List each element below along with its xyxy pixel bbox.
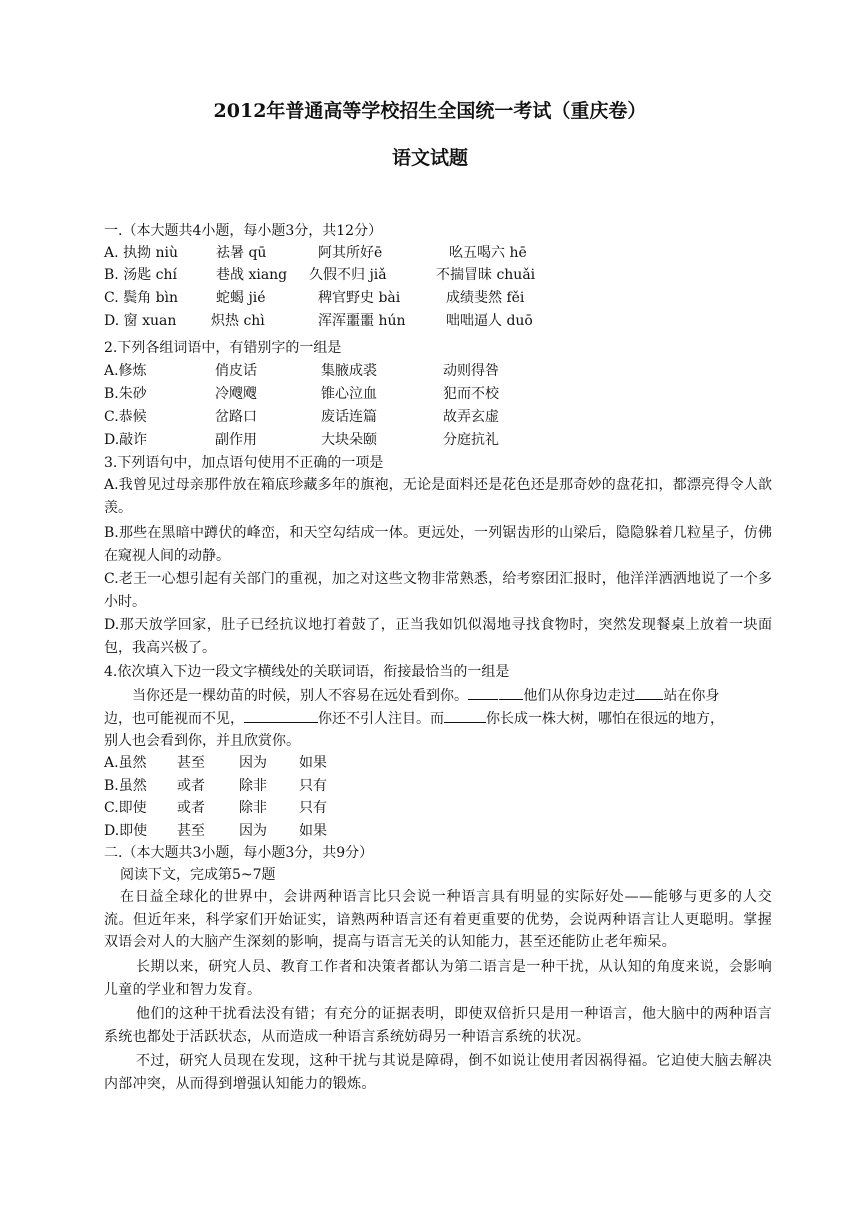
q4-blank-1b (499, 684, 523, 700)
q4-passage-text: 当你还是一棵幼苗的时候，别人不容易在远处看到你。 (132, 688, 468, 704)
q1-cell: 浑浑噩噩 hún (318, 313, 406, 329)
q1-cell: 成绩斐然 fěi (446, 290, 525, 306)
q2-cell: A.修炼 (104, 363, 147, 379)
q1-cell: C. 鬓角 bìn (104, 290, 179, 306)
section-1-heading: 一.（本大题共4小题，每小题3分，共12分） (104, 223, 383, 239)
q4-cell: 如果 (299, 755, 327, 771)
q4-passage-text: 你长成一株大树，哪怕在很远的地方， (486, 711, 724, 727)
q1-cell: 稗官野史 bài (318, 290, 401, 306)
q1-cell: 祛暑 qū (216, 245, 267, 261)
q1-cell: B. 汤匙 chí (104, 267, 177, 283)
q4-cell: A.虽然 (104, 755, 147, 771)
q4-cell: 因为 (239, 823, 267, 839)
q2-stem: 2.下列各组词语中，有错别字的一组是 (104, 340, 342, 356)
q4-cell: 甚至 (177, 755, 205, 771)
q4-cell: 只有 (299, 778, 327, 794)
q4-passage-text: 站在你身 (663, 688, 720, 704)
q2-cell: 岔路口 (215, 409, 257, 425)
q4-passage-text: 你还不引人注目。而 (318, 711, 444, 727)
q2-cell: 犯而不校 (443, 386, 499, 402)
q4-passage-text: 他们从你身边走过 (523, 688, 636, 704)
q4-cell: D.即使 (104, 823, 148, 839)
q4-passage-line2 (104, 707, 724, 730)
q2-cell: 俏皮话 (215, 363, 257, 379)
q2-cell: 锥心泣血 (321, 386, 377, 402)
q4-blank-1 (468, 684, 498, 700)
q1-cell: 阿其所好ē (318, 245, 383, 261)
q4-cell: 或者 (177, 778, 205, 794)
q2-cell: 动则得咎 (443, 363, 499, 379)
q4-passage-line3: 别人也会看到你，并且欣赏你。 (104, 733, 300, 749)
q4-cell: 或者 (177, 800, 205, 816)
q4-cell: 因为 (239, 755, 267, 771)
q1-cell: 久假不归 jiǎ (309, 267, 387, 283)
q2-cell: 故弄玄虚 (443, 409, 499, 425)
q4-cell: 只有 (299, 800, 327, 816)
q1-cell: 咄咄逼人 duō (446, 313, 533, 329)
q1-cell: D. 窗 xuan (104, 313, 177, 329)
reading-intro: 阅读下文，完成第5~7题 (120, 867, 276, 883)
q4-cell: 除非 (239, 778, 267, 794)
q4-blank-3 (244, 707, 318, 723)
q4-cell: B.虽然 (104, 778, 147, 794)
q1-cell: 蛇蝎 jié (216, 290, 266, 306)
q3-option-a: A.我曾见过母亲那件放在箱底珍藏多年的旗袍，无论是面料还是花色还是那奇妙的盘花扣，都漂亮得令人歆羡。 (104, 477, 772, 516)
q4-cell: 除非 (239, 800, 267, 816)
q2-cell: C.恭候 (104, 409, 147, 425)
q2-cell: 副作用 (215, 432, 257, 448)
exam-subtitle: 语文试题 (391, 147, 468, 169)
reading-paragraph-4: 不过，研究人员现在发现，这种干扰与其说是障碍，倒不如说让使用者因祸得福。它迫使大脑去解决内部冲突，从而得到增强认知能力的锻炼。 (104, 1053, 772, 1092)
q2-cell: 分庭抗礼 (443, 432, 499, 448)
reading-paragraph-3: 他们的这种干扰看法没有错；有充分的证据表明，即使双倍折只是用一种语言，他大脑中的两种语言系统也都处于活跃状态，从而造成一种语言系统妨碍另一种语言系统的状况。 (104, 1006, 772, 1045)
q4-stem: 4.依次填入下边一段文字横线处的关联词语，衔接最恰当的一组是 (104, 664, 510, 680)
q2-cell: 集腋成裘 (321, 363, 377, 379)
q2-cell: B.朱砂 (104, 386, 147, 402)
q1-cell: 炽热 chì (211, 313, 265, 329)
q1-cell: 不揣冒昧 chuǎi (436, 267, 536, 283)
q2-cell: 废话连篇 (321, 409, 377, 425)
q3-option-b: B.那些在黑暗中蹲伏的峰峦，和天空勾结成一体。更远处，一列锯齿形的山梁后，隐隐躲着几粒星子，仿佛在窥视人间的动静。 (104, 525, 772, 564)
q1-cell: 吆五喝六 hē (449, 245, 527, 261)
q4-blank-4 (444, 707, 486, 723)
exam-title: 2012年普通高等学校招生全国统一考试（重庆卷） (213, 100, 647, 122)
q4-cell: 甚至 (177, 823, 205, 839)
q1-cell: A. 执拗 niù (104, 245, 178, 261)
q2-cell: D.敲诈 (104, 432, 148, 448)
q4-passage-line1 (132, 684, 719, 707)
q4-passage-text: 边，也可能视而不见， (104, 711, 244, 727)
reading-paragraph-1: 在日益全球化的世界中，会讲两种语言比只会说一种语言具有明显的实际好处——能够与更多的人交流。但近年来，科学家们开始证实，谙熟两种语言还有着更重要的优势，会说两种语言让人更聪明。掌握双语会对人的大脑产生深刻的影响，提高与语言无关的认知能力，甚至还能防止老年痴呆。 (104, 889, 772, 950)
q3-option-d: D.那天放学回家，肚子已经抗议地打着鼓了，正当我如饥似渴地寻找食物时，突然发现餐桌上放着一块面包，我高兴极了。 (104, 617, 772, 656)
q3-option-c: C.老王一心想引起有关部门的重视，加之对这些文物非常熟悉，给考察团汇报时，他洋洋洒洒地说了一个多小时。 (104, 571, 772, 610)
q2-cell: 大块朵颐 (321, 432, 377, 448)
q1-cell: 巷战 xiang (216, 267, 288, 283)
q4-blank-2 (635, 684, 663, 700)
reading-paragraph-2: 长期以来，研究人员、教育工作者和决策者都认为第二语言是一种干扰，从认知的角度来说，会影响儿童的学业和智力发育。 (104, 959, 772, 998)
q2-cell: 冷飕飕 (215, 386, 257, 402)
section-2-heading: 二.（本大题共3小题，每小题3分，共9分） (104, 845, 374, 861)
q4-cell: 如果 (299, 823, 327, 839)
q4-cell: C.即使 (104, 800, 147, 816)
q3-stem: 3.下列语句中，加点语句使用不正确的一项是 (104, 455, 384, 471)
